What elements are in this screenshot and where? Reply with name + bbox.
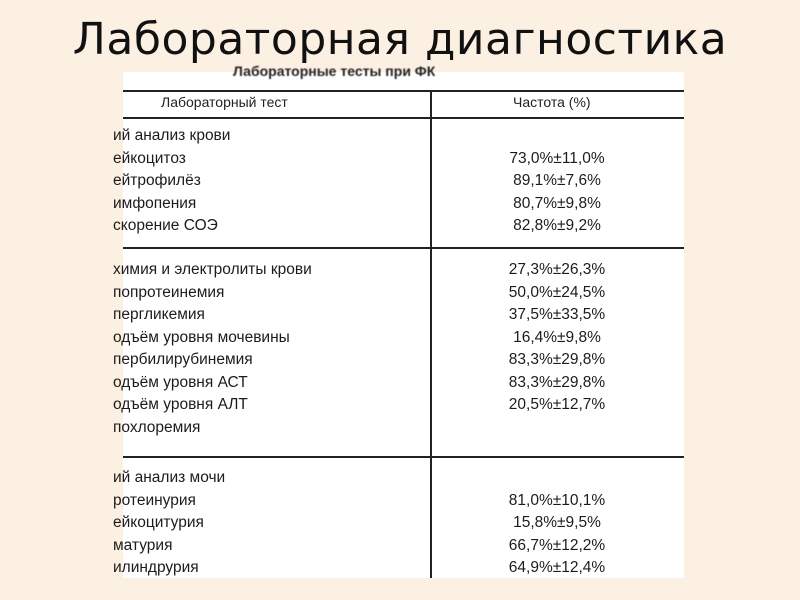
table-row [113, 512, 684, 535]
test-name: ий анализ мочи [113, 469, 226, 486]
group-blood-chemistry [113, 259, 684, 439]
test-name: матурия [113, 536, 173, 554]
frequency-value: 66,7%±12,2% [508, 536, 606, 554]
group-divider [123, 456, 684, 458]
table-row [113, 148, 684, 171]
slide-title: Лабораторная диагностика [72, 14, 728, 65]
table-row [113, 193, 684, 216]
table-row [113, 282, 684, 305]
test-name: похлоремия [113, 418, 201, 436]
table-caption: Лабораторные тесты при ФК [233, 63, 436, 79]
test-name: пербилирубинемия [113, 351, 253, 368]
test-name: одъём уровня АСТ [113, 373, 248, 391]
table-row [113, 557, 684, 580]
header-test: Лабораторный тест [161, 94, 288, 110]
test-name: ейкоцитурия [113, 514, 204, 531]
table-row [113, 125, 684, 148]
frequency-value: 37,5%±33,5% [508, 306, 606, 323]
test-name: ротеинурия [113, 491, 196, 509]
group-urine-analysis [113, 467, 684, 580]
table-row [113, 535, 684, 558]
test-name: ий анализ крови [113, 127, 231, 144]
lab-tests-table [113, 63, 684, 578]
header-divider [123, 117, 684, 119]
frequency-value: 15,8%±9,5% [513, 514, 601, 531]
test-name: пергликемия [113, 306, 205, 323]
table-row [113, 170, 684, 193]
test-name: одъём уровня мочевины [113, 328, 290, 346]
header-frequency: Частота (%) [513, 94, 591, 110]
frequency-value: 82,8%±9,2% [513, 217, 601, 234]
test-name: химия и электролиты крови [113, 261, 312, 278]
table-top-border [123, 90, 684, 92]
table-row [113, 349, 684, 372]
group-divider [123, 247, 684, 249]
frequency-value: 81,0%±10,1% [508, 491, 606, 509]
frequency-value: 64,9%±12,4% [508, 559, 606, 576]
table-row [113, 304, 684, 327]
frequency-value: 80,7%±9,8% [513, 194, 601, 212]
table-row [113, 467, 684, 490]
group-blood-analysis [113, 125, 684, 238]
table-row [113, 394, 684, 417]
frequency-value: 27,3%±26,3% [508, 261, 606, 278]
table-row [113, 259, 684, 282]
frequency-value: 20,5%±12,7% [508, 396, 606, 413]
frequency-value: 50,0%±24,5% [508, 283, 606, 301]
test-name: ейтрофилёз [113, 172, 201, 189]
frequency-value: 73,0%±11,0% [509, 149, 605, 167]
test-name: ейкоцитоз [113, 149, 186, 167]
test-name: попротеинемия [113, 283, 225, 301]
table-row [113, 372, 684, 395]
test-name: имфопения [113, 194, 197, 212]
test-name: скорение СОЭ [113, 217, 218, 234]
test-name: одъём уровня АЛТ [113, 396, 248, 413]
frequency-value: 83,3%±29,8% [508, 373, 606, 391]
table-row [113, 417, 684, 440]
frequency-value: 89,1%±7,6% [513, 172, 601, 189]
table-row [113, 327, 684, 350]
table-row [113, 215, 684, 238]
test-name: илиндрурия [113, 559, 199, 576]
frequency-value: 16,4%±9,8% [513, 328, 601, 346]
table-row [113, 490, 684, 513]
frequency-value: 83,3%±29,8% [508, 351, 606, 368]
